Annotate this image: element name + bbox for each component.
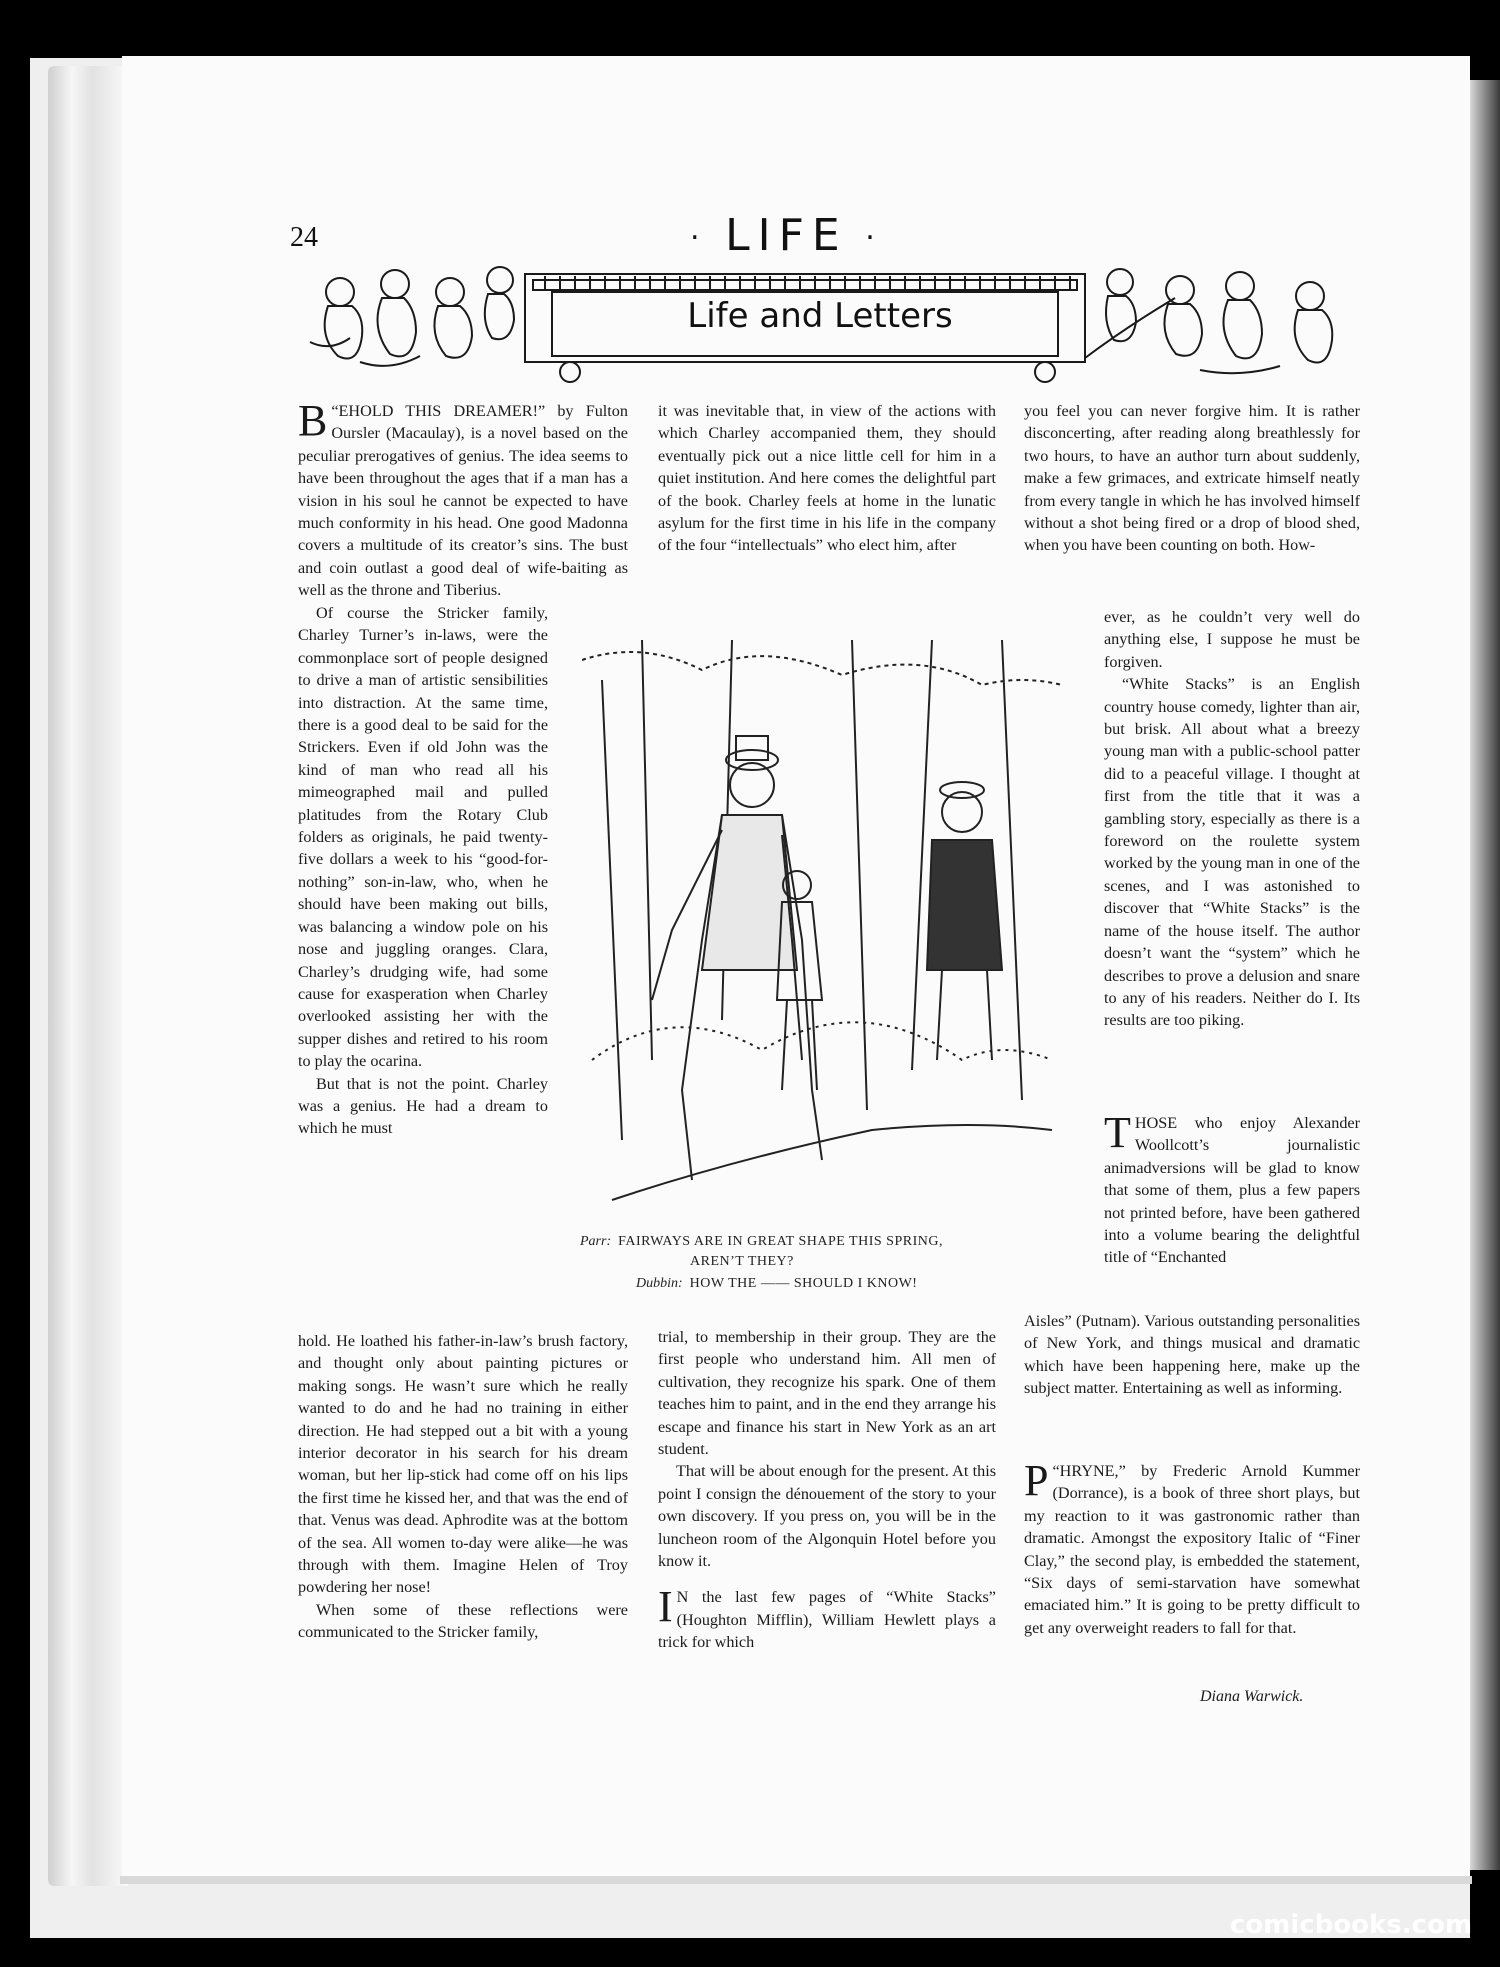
author-signature: Diana Warwick. bbox=[1200, 1688, 1304, 1705]
drop-cap-i: I bbox=[658, 1582, 673, 1632]
paragraph-asylum: it was inevitable that, in view of the actions with which Charley accompanied them, they should eventually pick out a nice little cell for him in a quiet institution. And here comes the delightful part of the book. Charley feels at home in the lunatic asylum for the first time in his life in the company of the four “intellectuals” who elect him, after bbox=[658, 402, 996, 555]
masthead-title: LIFE bbox=[725, 210, 848, 261]
cartoon-illustration bbox=[582, 640, 1062, 1240]
page-bottom-edge bbox=[120, 1876, 1472, 1884]
caption-parr-text: FAIRWAYS ARE IN GREAT SHAPE THIS SPRING, bbox=[618, 1234, 943, 1249]
banner-cherubs-left bbox=[310, 267, 514, 366]
book-spine bbox=[1470, 80, 1500, 1870]
page-number: 24 bbox=[290, 222, 318, 253]
paragraph-behold: EHOLD THIS DREAMER!” by Fulton Oursler (Macaulay), is a novel based on the peculiar prerogatives of genius. The idea seems to have been throughout the ages that if a man has a vision in his soul he cannot be expected to have much conformity in his head. One good Madonna covers a multitude of its creator’s sins. The bust and coin outlast a good deal of wife-baiting as well as the throne and Tiberius. bbox=[298, 402, 628, 600]
article-column-3-woollcott bbox=[1104, 1108, 1360, 1269]
caption-line-1 bbox=[580, 1232, 1080, 1252]
caption-speaker-parr: Parr: bbox=[580, 1234, 612, 1249]
paragraph-dream: hold. He loathed his father-in-law’s brush factory, and thought only about painting pictures or making songs. He wasn’t sure which he really wanted to do and he had no training in either direction. He had stepped out a bit with a young interior decorator in his search for his dream woman, but her lip-stick had come off on his lips the first time he kissed her, and that was the end of that. Venus was dead. Aphrodite was at the bottom of the sea. All women to-day were alike—he was through with them. Imagine Helen of Troy powdering her nose! bbox=[298, 1332, 628, 1597]
article-column-3-aisles bbox=[1024, 1310, 1360, 1400]
caption-line-3 bbox=[580, 1274, 1080, 1294]
article-column-3-narrow bbox=[1104, 606, 1360, 1032]
masthead-dot-left: · bbox=[690, 220, 726, 256]
article-column-3-top bbox=[1024, 400, 1360, 557]
opening-quote: “ bbox=[331, 402, 339, 420]
paragraph-white-stacks: N the last few pages of “White Stacks” (Houghton Mifflin), William Hewlett plays a trick for which bbox=[658, 1588, 996, 1652]
caption-line-2: AREN’T THEY? bbox=[690, 1254, 794, 1269]
article-column-1-top bbox=[298, 396, 628, 602]
caption-speaker-dubbin: Dubbin: bbox=[636, 1276, 683, 1291]
page-edge bbox=[48, 66, 128, 1886]
article-column-3-phryne bbox=[1024, 1456, 1360, 1639]
paragraph-genius: But that is not the point. Charley was a genius. He had a dream to which he must bbox=[298, 1074, 548, 1138]
paragraph-strickers: Of course the Stricker family, Charley Turner’s in-laws, were the commonplace sort of people designed to drive a man of artistic sensibilities into distraction. At the same time, there is a good deal to be said for the Strickers. Even if old John was the kind of man who read all his mimeographed mail and pulled platitudes from the Rotary Club folders as originals, he paid twenty-five dollars a week to his “good-for-nothing” son-in-law, who, when he should have been making out bills, was balancing a window pole on his nose and juggling oranges. Clara, Charley’s drudging wife, had some cause for exasperation when Charley overlooked assisting her with the supper dishes and retired to his room to play the ocarina. bbox=[298, 604, 548, 1071]
section-title: Life and Letters bbox=[687, 296, 953, 336]
banner-cherubs-right bbox=[1085, 269, 1332, 373]
paragraph-phryne: HRYNE,” by Frederic Arnold Kummer (Dorrance), is a book of three short plays, but my reaction to it was gastronomic rather than dramatic. Amongst the expository Italic of “Finer Clay,” the second play, is embedded the statement, “Six days of semi-starvation have somewhat emaciated him.” It is going to be pretty difficult to get any overweight readers to fall for that. bbox=[1024, 1462, 1360, 1637]
banner-wheel-left bbox=[560, 362, 580, 382]
paragraph-woollcott: HOSE who enjoy Alexander Woollcott’s journalistic animadversions will be glad to know that some of them, plus a few papers not printed before, have been gathered into a volume bearing the delightful title of “Enchanted bbox=[1104, 1114, 1360, 1267]
cartoon-caption bbox=[580, 1232, 1080, 1294]
article-column-2-bottom bbox=[658, 1326, 996, 1654]
article-column-1-bottom bbox=[298, 1330, 628, 1644]
opening-quote-phryne: “ bbox=[1052, 1462, 1060, 1480]
paragraph-forgive: you feel you can never forgive him. It is rather disconcerting, after reading along breathlessly for two hours, to have an author turn about suddenly, make a few grimaces, and extricate himself neatly from every tangle in which he has involved himself without a shot being fired or a drop of blood shed, when you have been counting on both. How- bbox=[1024, 402, 1360, 555]
paragraph-denouement: That will be about enough for the present. At this point I consign the dénouement of the story to your own discovery. If you press on, you will be in the luncheon room of the Algonquin Hotel before you know it. bbox=[658, 1462, 996, 1571]
drop-cap-b: B bbox=[298, 396, 328, 445]
drop-cap-p: P bbox=[1024, 1456, 1049, 1505]
masthead-dot-right: · bbox=[847, 220, 883, 256]
paragraph-comedy: “White Stacks” is an English country house comedy, lighter than air, but brisk. All about what a breezy young man with a public-school patter did to a peaceful village. I thought at first from the title that it was a gambling story, especially as there is a foreword on the roulette system worked by the young man in one of the scenes, and I was astonished to discover that “White Stacks” is the name of the house itself. The author doesn’t want the “system” which he describes to prove a delusion and snare to any of his readers. Neither do I. Its results are too piking. bbox=[1104, 675, 1360, 1030]
drop-cap-t: T bbox=[1104, 1108, 1131, 1157]
paragraph-forgiven: ever, as he couldn’t very well do anything else, I suppose he must be forgiven. bbox=[1104, 608, 1360, 671]
banner-wheel-right bbox=[1035, 362, 1055, 382]
article-column-1-narrow bbox=[298, 602, 548, 1140]
paragraph-reflections: When some of these reflections were communicated to the Stricker family, bbox=[298, 1600, 628, 1642]
paragraph-aisles: Aisles” (Putnam). Various outstanding personalities of New York, and things musical and dramatic which have been happening here, make up the subject matter. Entertaining as well as informing. bbox=[1024, 1312, 1360, 1398]
watermark: comicbooks.com bbox=[1230, 1910, 1473, 1940]
article-column-2-top bbox=[658, 400, 996, 557]
caption-dubbin-text: HOW THE —— SHOULD I KNOW! bbox=[689, 1276, 918, 1291]
masthead bbox=[690, 210, 883, 261]
paragraph-membership: trial, to membership in their group. They are the first people who understand him. All men of cultivation, they recognize his spark. One of them teaches him to paint, and in the end they arrange his escape and finance his start in New York as an art student. bbox=[658, 1328, 996, 1459]
